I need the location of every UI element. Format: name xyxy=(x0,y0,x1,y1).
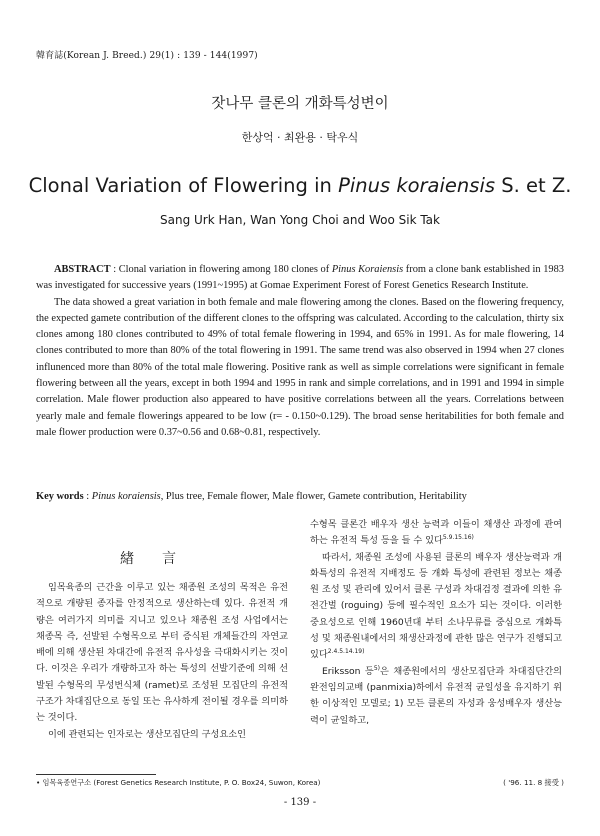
section-heading-introduction: 緖言 xyxy=(120,551,204,567)
keywords xyxy=(36,490,576,504)
keywords-label: Key words xyxy=(36,491,84,502)
abstract xyxy=(36,262,564,441)
page-number: - 139 - xyxy=(283,797,317,808)
citation-refs: 5.9.15.16) xyxy=(442,534,474,542)
journal-reference: 韓育誌(Korean J. Breed.) 29(1) : 139 - 144(1997) xyxy=(36,51,258,61)
footnote-divider xyxy=(36,774,156,775)
abstract-label: ABSTRACT xyxy=(54,264,111,275)
received-date: ( '96. 11. 8 接受 ) xyxy=(503,778,564,787)
english-title-post: S. et Z. xyxy=(495,174,572,197)
korean-title: 잣나무 클론의 개화특성변이 xyxy=(211,96,389,112)
korean-authors: 한상억 · 최완용 · 탁우식 xyxy=(241,131,359,144)
left-col-paragraph-1: 임목육종의 근간을 이루고 있는 채종원 조성의 목적은 유전적으로 개량된 종자를 안정적으로 생산하는데 있다. 유전적 개량은 여러가지 의미를 지니고 있으나 채종원 조성 사업에서는 채종목 즉, 선발된 수형목으로 부터 증식된 개체들간의 자연교배에 의해 생산된 차대간에 유전적 유사성을 극대화시키는 것이다. 이것은 우리가 개량하고자 하는 특성의 선발기준에 의해 선발된 수형목의 무성번식체 (ramet)로 조성된 모집단의 유전적 구조가 차대집단으로 동일 또는 유사하게 전이될 경우를 의미하는 것이다. xyxy=(36,582,288,724)
english-title-species: Pinus koraiensis xyxy=(338,174,496,197)
english-authors: Sang Urk Han, Wan Yong Choi and Woo Sik Tak xyxy=(160,213,440,227)
right-col-paragraph-2 xyxy=(310,550,562,664)
right-col-p1-text: 수형목 클론간 배우자 생산 능력과 이들이 채생산 과정에 관여하는 유전적 특성 등을 들 수 있다 xyxy=(310,519,562,547)
right-col-p3-lead: Eriksson 등 xyxy=(322,665,374,677)
abstract-p1-pre: Clonal variation in flowering among 180 clones of xyxy=(118,264,332,275)
keywords-species: Pinus koraiensis xyxy=(91,491,161,502)
keywords-list: , Plus tree, Female flower, Male flower, Gamete contribution, Heritability xyxy=(160,491,467,502)
abstract-p1-post: from a clone bank established in 1983 was investigated for successive years (1991~1995) at Gomae Experiment Forest of Forest Genetics Research Institute. xyxy=(36,264,564,292)
right-col-paragraph-3 xyxy=(310,664,562,729)
left-col-paragraph-2: 이에 관련되는 인자로는 생산모집단의 구성요소인 xyxy=(48,728,247,740)
left-column xyxy=(36,580,288,743)
english-title-pre: Clonal Variation of Flowering in xyxy=(28,174,339,197)
abstract-paragraph-1 xyxy=(36,262,564,295)
right-col-paragraph-1 xyxy=(310,517,562,550)
english-title xyxy=(0,174,600,197)
abstract-paragraph-2: The data showed a great variation in both female and male flowering among the clones. Based on the flowering frequency, the expected gamete contribution of the different clones to the offspring was calculated. According to the calculation, thirty six clones among 180 clones contributed to 49% of total female flowering in 1994, and 65% in 1991. As for male flowering, 14 clones contributed to more than 80% of the total flowering in 1991. The same trend was also observed in 1994 when 27 clones influnenced more than 80% of the total male flowering. Positive rank as well as simple correlations were significant in female flowering between all the years, except in both 1994 and 1995 in rank and simple correlations, and in 1991 and 1994 in simple correlation. Male flower production also appeared to have positive correlations between all the years. Correlations between yearly male and female flowerings appeared to be low (r= - 0.150~0.129). The broad sense heritabilities for both female and male flower production were 0.37~0.56 and 0.68~0.81, respectively. xyxy=(36,296,564,438)
right-column xyxy=(310,517,562,729)
abstract-separator: : xyxy=(110,264,119,275)
citation-ref: 5) xyxy=(373,664,380,672)
right-col-p3-text: 은 채종원에서의 생산모집단과 차대집단간의 완전임의교배 (panmixia)하에서 유전적 균일성을 유지하기 위한 이상적인 모델로; 1) 모든 클론의 자성과 웅성배우자 생산능력이 균일하고, xyxy=(310,665,562,726)
affiliation-footnote: • 임목육종연구소 (Forest Genetics Research Institute, P. O. Box24, Suwon, Korea) xyxy=(36,778,321,787)
right-col-p2-text: 따라서, 채종원 조성에 사용된 클론의 배우자 생산능력과 개화특성의 유전적 지배정도 등 개화 특성에 관련된 정보는 채종원 조성 및 관리에 있어서 클론 구성과 차대검정 결과에 의한 유전간벌 (roguing) 등에 필수적인 요소가 되는 것이다. 이러한 중요성으로 인해 1960년대 부터 소나무류를 중심으로 개화특성 및 채종원내에서의 채생산과정에 관한 많은 연구가 진행되고 있다 xyxy=(310,551,562,661)
citation-refs: 2.4.5.14.19) xyxy=(327,648,365,656)
abstract-p1-species: Pinus Koraiensis xyxy=(331,264,404,275)
keywords-separator: : xyxy=(83,491,92,502)
